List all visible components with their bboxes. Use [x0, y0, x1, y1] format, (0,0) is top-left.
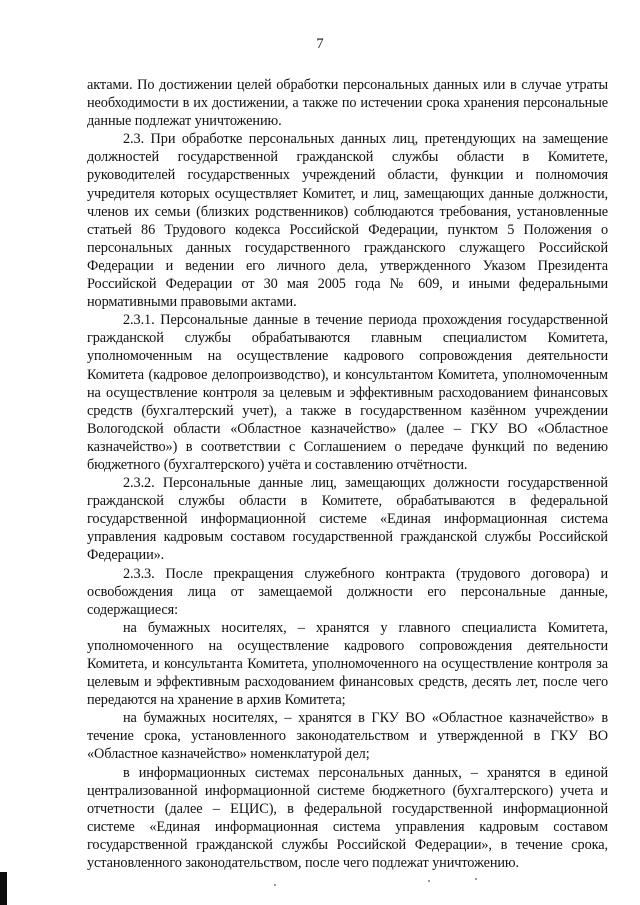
paragraph-continuation: актами. По достижении целей обработки персональных данных или в случае утраты необходимости в их достижении, а также по истечении срока хранения персональные данные подлежат уничтожению.	[87, 77, 608, 130]
page-number: 7	[316, 36, 324, 52]
scan-edge-mark	[0, 872, 7, 905]
paragraph-2-3: 2.3. При обработке персональных данных лиц, претендующих на замещение должностей государственной гражданской службы области в Комитете, руководителей государственных учреждений области, функции и полномочия учредителя которых осуществляет Комитет, и лиц, замещающих данные должности, членов их семьи (близких родственников) соблюдаются требования, установленные статьей 86 Трудового кодекса Российской Федерации, пунктом 5 Положения о персональных данных государственного гражданского служащего Российской Федерации и ведении его личного дела, утвержденного Указом Президента Российской Федерации от 30 мая 2005 года № 609, и иными федеральными нормативными правовыми актами.	[87, 131, 608, 311]
scan-speck	[428, 880, 430, 882]
scan-speck	[274, 884, 276, 886]
paragraph-2-3-2: 2.3.2. Персональные данные лиц, замещающих должности государственной гражданской службы области в Комитете, обрабатываются в федеральной государственной информационной системе «Единая информационная система управления кадровым составом государственной гражданской службы Российской Федерации».	[87, 475, 608, 564]
paragraph-2-3-3: 2.3.3. После прекращения служебного контракта (трудового договора) и освобождения лица от замещаемой должности его персональные данные, содержащиеся:	[87, 565, 608, 618]
paragraph-paper-committee: на бумажных носителях, – хранятся у главного специалиста Комитета, уполномоченного на осуществление кадрового сопровождения деятельности Комитета, и консультанта Комитета, уполномоченного на осуществление контроля за целевым и эффективным расходованием финансовых средств, десять лет, после чего передаются на хранение в архив Комитета;	[87, 619, 608, 709]
paragraph-information-systems: в информационных системах персональных данных, – хранятся в единой централизованной информационной системе бюджетного (бухгалтерского) учета и отчетности (далее – ЕЦИС), в федеральной государственной информационной системе «Единая информационная система управления кадровым составом государственной гражданской службы Российской Федерации», в течение срока, установленного законодательством, после чего подлежат уничтожению.	[87, 764, 608, 872]
document-body	[87, 76, 608, 872]
paragraph-2-3-1: 2.3.1. Персональные данные в течение периода прохождения государственной гражданской службы обрабатываются главным специалистом Комитета, уполномоченным на осуществление кадрового сопровождения деятельности Комитета (кадровое делопроизводство), и консультантом Комитета, уполномоченным на осуществление контроля за целевым и эффективным расходованием финансовых средств (бухгалтерский учет), а также в государственном казённом учреждении Вологодской области «Областное казначейство» (далее – ГКУ ВО «Областное казначейство») в соответствии с Соглашением о передаче функций по ведению бюджетного (бухгалтерского) учёта и составлению отчётности.	[87, 312, 608, 473]
paragraph-paper-treasury: на бумажных носителях, – хранятся в ГКУ ВО «Областное казначейство» в течение срока, установленного законодательством и утвержденной в ГКУ ВО «Областное казначейство» номенклатурой дел;	[87, 710, 608, 763]
scan-speck	[475, 878, 477, 880]
